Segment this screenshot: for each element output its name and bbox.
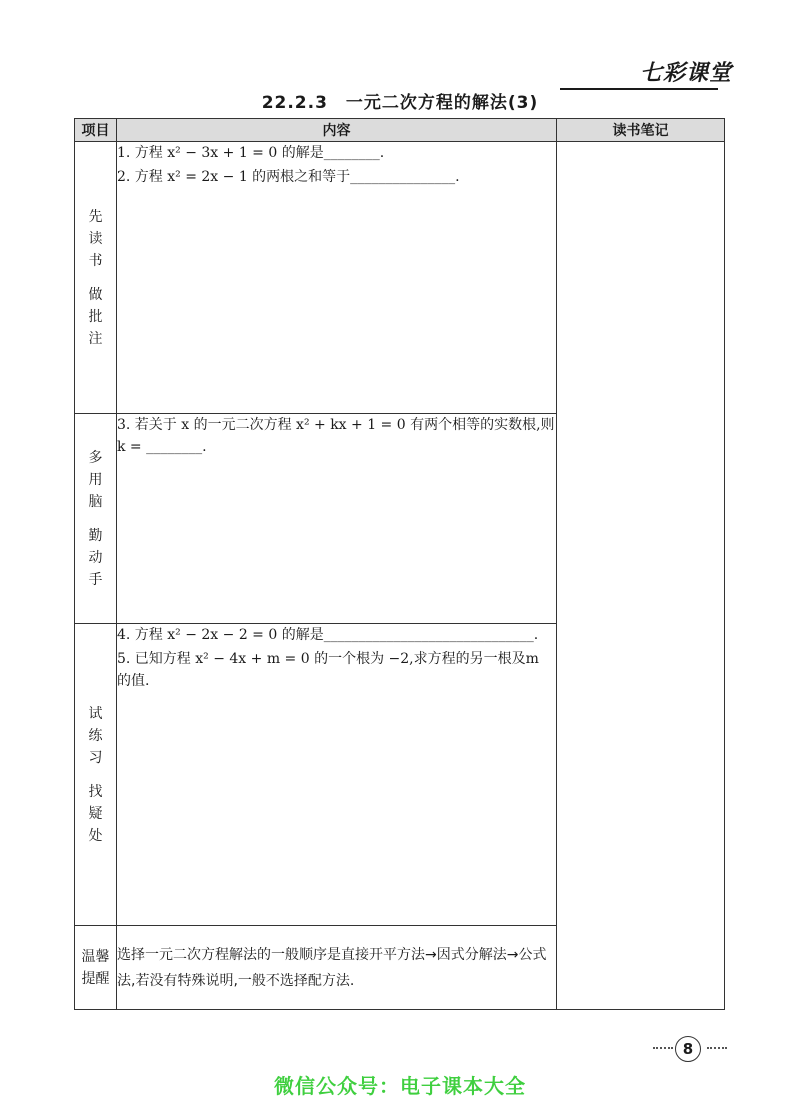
- question-item: 4. 方程 x² − 2x − 2 = 0 的解是______________________________.: [117, 627, 539, 643]
- section-label: [75, 142, 117, 414]
- watermark: 微信公众号：电子课本大全: [274, 1074, 526, 1098]
- tip-text: 选择一元二次方程解法的一般顺序是直接开平方法→因式分解法→公式法,若没有特殊说明,一般不选择配方法.: [117, 926, 557, 1010]
- header-item: 项目: [75, 119, 117, 142]
- section-label-top: 先读书: [88, 208, 103, 269]
- section-label: [75, 624, 117, 926]
- section-content: [117, 414, 557, 624]
- brand-logo: 七彩课堂: [640, 61, 733, 86]
- header-row: [75, 119, 725, 142]
- tip-label: [75, 926, 117, 1010]
- section-label: [75, 414, 117, 624]
- section-label-bottom: 勤动手: [88, 527, 103, 588]
- section-row: [75, 142, 725, 414]
- question-item: 2. 方程 x² = 2x − 1 的两根之和等于_______________.: [117, 169, 460, 185]
- dots-right: [707, 1047, 727, 1051]
- section-label-top: 多用脑: [88, 449, 103, 510]
- section-content: [117, 624, 557, 926]
- question-item: 3. 若关于 x 的一元二次方程 x² + kx + 1 = 0 有两个相等的实数根,则k = ________.: [117, 417, 555, 455]
- notes-column: [557, 142, 725, 1010]
- section-label-bottom: 找疑处: [88, 783, 103, 844]
- question-item: 1. 方程 x² − 3x + 1 = 0 的解是________.: [117, 145, 385, 161]
- question-item: 5. 已知方程 x² − 4x + m = 0 的一个根为 −2,求方程的另一根及m 的值.: [117, 651, 539, 689]
- header-content: 内容: [117, 119, 557, 142]
- page-title: 22.2.3 一元二次方程的解法(3): [261, 93, 539, 113]
- dots-left: [653, 1047, 673, 1051]
- worksheet-table: [74, 118, 725, 1010]
- tip-label-text: 温馨提醒: [81, 948, 110, 987]
- page-number: 8: [675, 1036, 701, 1062]
- section-content: [117, 142, 557, 414]
- header-notes: 读书笔记: [557, 119, 725, 142]
- section-label-bottom: 做批注: [88, 286, 103, 347]
- section-label-top: 试练习: [88, 705, 103, 766]
